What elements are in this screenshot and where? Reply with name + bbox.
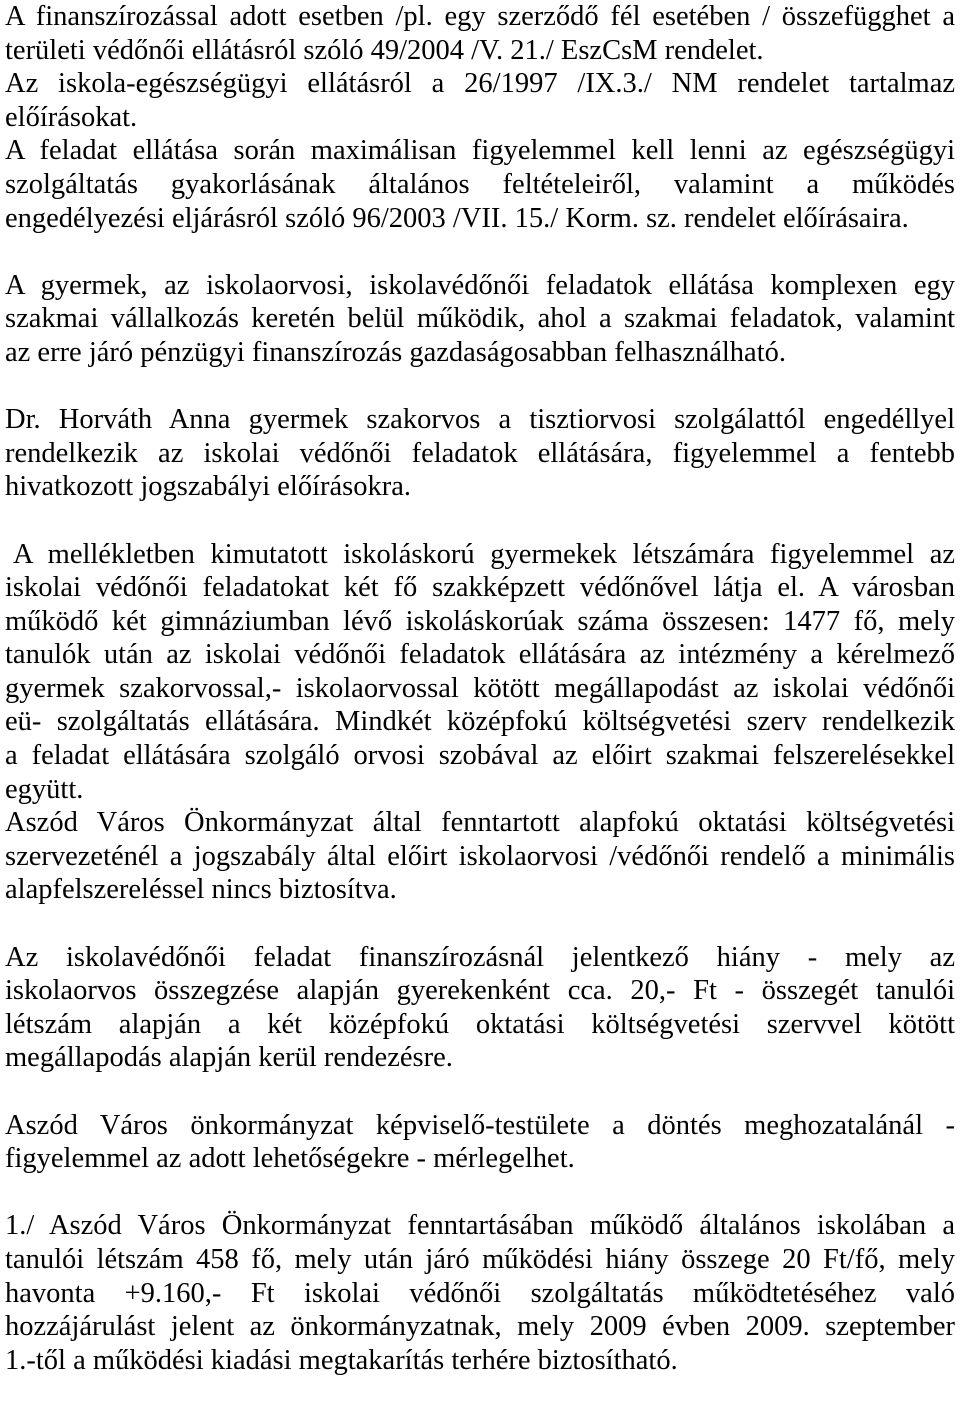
text-line: 1./ Aszód Város Önkormányzat fenntartásában működő általános iskolában a xyxy=(5,1210,955,1242)
text-line: alapfelszereléssel nincs biztosítva. xyxy=(5,874,397,906)
text-line: iskolaorvos összegzése alapján gyerekenként cca. 20,- Ft - összegét tanulói xyxy=(5,975,955,1007)
text-line: 1.-től a működési kiadási megtakarítás terhére biztosítható. xyxy=(5,1344,678,1376)
text-line: szervezeténél a jogszabály által előirt iskolaorvosi /védőnői rendelő a minimális xyxy=(5,840,955,872)
document-page xyxy=(5,0,955,1411)
paragraph xyxy=(5,1209,955,1377)
text-line: hivatkozott jogszabályi előírásokra. xyxy=(5,471,411,503)
text-line: A finanszírozással adott esetben /pl. egy szerződő fél esetében / összefügghet a xyxy=(5,1,955,32)
paragraph xyxy=(5,269,955,370)
text-line: Az iskolavédőnői feladat finanszírozásnál jelentkező hiány - mely az xyxy=(5,941,955,973)
text-line: hozzájárulást jelent az önkormányzatnak, mely 2009 évben 2009. szeptember xyxy=(5,1311,955,1343)
paragraph xyxy=(5,403,955,504)
text-line: engedélyezési eljárásról szóló 96/2003 /VII. 15./ Korm. sz. rendelet előírásaira. xyxy=(5,202,909,234)
text-line: A gyermek, az iskolaorvosi, iskolavédőnői feladatok ellátása komplexen egy xyxy=(5,269,955,301)
text-line: Az iskola-egészségügyi ellátásról a 26/1997 /IX.3./ NM rendelet tartalmaz xyxy=(5,68,955,100)
text-line: tanulók után az iskolai védőnői feladatok ellátására az intézmény a kérelmező xyxy=(5,639,955,671)
text-line: tanulói létszám 458 fő, mely után járó működési hiány összege 20 Ft/fő, mely xyxy=(5,1243,955,1275)
text-line: együtt. xyxy=(5,773,84,805)
paragraph xyxy=(5,0,955,235)
text-line: eü- szolgáltatás ellátására. Mindkét középfokú költségvetési szerv rendelkezik xyxy=(5,706,955,738)
text-line: a feladat ellátására szolgáló orvosi szobával az előirt szakmai felszerelésekkel xyxy=(5,740,955,772)
text-line: A feladat ellátása során maximálisan figyelemmel kell lenni az egészségügyi xyxy=(5,135,955,167)
text-line: az erre járó pénzügyi finanszírozás gazdaságosabban felhasználható. xyxy=(5,336,786,368)
text-line: Aszód Város Önkormányzat által fenntartott alapfokú oktatási költségvetési xyxy=(5,807,955,839)
text-line: szolgáltatás gyakorlásának általános feltételeiről, valamint a működés xyxy=(5,168,955,200)
paragraph xyxy=(5,538,955,908)
text-line: Dr. Horváth Anna gyermek szakorvos a tisztiorvosi szolgálattól engedéllyel xyxy=(5,404,955,436)
text-line: létszám alapján a két középfokú oktatási költségvetési szervvel kötött xyxy=(5,1008,955,1040)
paragraph xyxy=(5,941,955,1075)
text-line: A mellékletben kimutatott iskoláskorú gyermekek létszámára figyelemmel az xyxy=(13,538,955,570)
text-line: gyermek szakorvossal,- iskolaorvossal kötött megállapodást az iskolai védőnői xyxy=(5,672,955,704)
text-line: havonta +9.160,- Ft iskolai védőnői szolgáltatás működtetéséhez való xyxy=(5,1277,955,1309)
text-line: figyelemmel az adott lehetőségekre - mérlegelhet. xyxy=(5,1143,575,1175)
text-line: Aszód Város önkormányzat képviselő-testülete a döntés meghozatalánál - xyxy=(5,1109,955,1141)
text-line: előírásokat. xyxy=(5,101,138,133)
text-line: területi védőnői ellátásról szóló 49/2004 /V. 21./ EszCsM rendelet. xyxy=(5,34,764,66)
text-line: szakmai vállalkozás keretén belül működik, ahol a szakmai feladatok, valamint xyxy=(5,303,955,335)
paragraph xyxy=(5,1109,955,1176)
text-line: iskolai védőnői feladatokat két fő szakképzett védőnővel látja el. A városban xyxy=(5,572,955,604)
text-line: megállapodás alapján kerül rendezésre. xyxy=(5,1042,453,1074)
text-line: rendelkezik az iskolai védőnői feladatok ellátására, figyelemmel a fentebb xyxy=(5,437,955,469)
text-line: működő két gimnáziumban lévő iskoláskorúak száma összesen: 1477 fő, mely xyxy=(5,605,955,637)
